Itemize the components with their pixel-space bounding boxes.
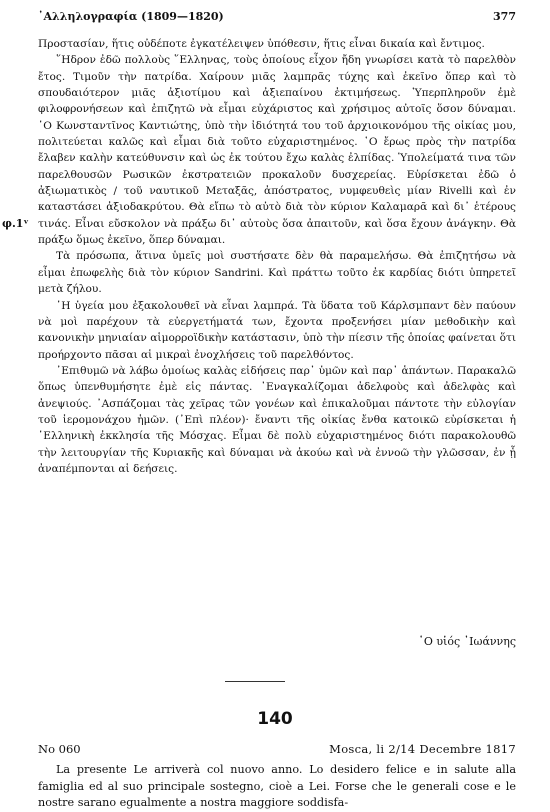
italian-letter-body	[38, 762, 516, 812]
page-number: 377	[493, 10, 516, 23]
letter-signature: ῾Ο υἱός ᾿Ιωάννης	[418, 635, 516, 648]
running-title: ᾿Αλληλογραφία (1809—1820)	[38, 10, 224, 23]
paragraph-5: ᾿Επιθυμῶ νὰ λάβω ὁμοίως καλὰς εἰδήσεις παρ᾿ ὑμῶν καὶ παρ᾿ ἁπάντων. Παρακαλῶ ὅπως ὑπενθυμήσητε ἐμὲ εἰς πάντας. ᾿Εναγκαλίζομαι ἀδελφοὺς καὶ ἀδελφὰς καὶ ἀνεψιούς. ᾿Ασπάζομαι τὰς χεῖρας τῶν γονέων καὶ ἐπικαλοῦμαι πάντοτε τὴν εὐλογίαν τοῦ ἱερομονάχου ἡμῶν. (᾿Επὶ πλέον)· ἔναντι τῆς οἰκίας ἔνθα κατοικῶ εὑρίσκεται ἡ ῾Ελληνικὴ ἐκκλησία τῆς Μόσχας. Εἶμαι δὲ πολὺ εὐχαριστημένος διότι παρακολουθῶ τὴν λειτουργίαν τῆς Κυριακῆς καὶ δύναμαι νὰ ἀκούω καὶ νὰ ἐννοῶ τὴν γλῶσσαν, ἐν ᾗ ἀναπέμπονται αἱ δεήσεις.	[38, 364, 516, 475]
folio-margin-note: φ.1ᵛ	[2, 217, 29, 230]
paragraph-1: Προστασίαν, ἥτις οὐδέποτε ἐγκατέλειψεν ὑπόθεσιν, ἥτις εἶναι δικαία καὶ ἔντιμος.	[38, 38, 485, 50]
paragraph-3: Τὰ πρόσωπα, ἅτινα ὑμεῖς μοὶ συστήσατε δὲν θὰ παραμελήσω. Θὰ ἐπιζητήσω νὰ εἶμαι ἐπωφελὴς διὰ τὸν κύριον Sandrini. Καὶ πράττω τοῦτο ἐκ καρδίας διότι ὑπηρετεῖ μετὰ ζήλου.	[38, 250, 516, 296]
paragraph-2: ῞Ηδρον ἐδῶ πολλοὺς ῞Ελληνας, τοὺς ὁποίους εἶχον ἤδη γνωρίσει κατὰ τὸ παρελθὸν ἔτος. Τιμοῦν τὴν πατρίδα. Χαίρουν μιᾶς λαμπρᾶς τύχης καὶ ἐκεῖνο ὅπερ καὶ τὸ σπουδαιότερον μιᾶς ἀξιοτίμου καὶ ἀξιεπαίνου ἐκτιμήσεως. Ὑπερπληροῦν ἐμὲ φιλοφρονήσεων καὶ ἐπιζητῶ νὰ εἶμαι εὐχάριστος καὶ χρήσιμος αὐτοῖς ὅσον δύναμαι. ῾Ο Κωνσταντῖνος Καντιώτης, ὑπὸ τὴν ἰδιότητά του τοῦ ἀρχιοικονόμου τῆς οἰκίας μου, πολιτεύεται καλῶς καὶ εἶμαι διὰ τοῦτο εὐχαριστημένος. ῾Ο ἔρως πρὸς τὴν πατρίδα ἔλαβεν καλὴν κατεύθυνσιν καὶ ὡς ἐκ τούτου ἔχω καλὰς ἐλπίδας. Ὑπολείματά τινα τῶν παρελθουσῶν Ρωσικῶν ἐκστρατειῶν προκαλοῦν δυσχερείας. Εὑρίσκεται ἐδῶ ὁ ἀξιωματικὸς / τοῦ ναυτικοῦ Μεταξᾶς, ἀπόστρατος, νυμφευθεὶς μίαν Rivelli καὶ ἐν καταστάσει ἀξιοδακρύτου. Θὰ εἴπω τὸ αὐτὸ διὰ τὸν κύριον Καλαμαρᾶ καὶ δι᾿ ἑτέρους τινάς. Εἶναι εὔσκολον νὰ πράξω δι᾿ αὐτοὺς ὅσα ἀπαιτοῦν, καὶ ὅσα ἔχουν ἀνάγκην. Θὰ πράξω ὅμως ἐκεῖνο, ὅπερ δύναμαι.	[38, 54, 516, 247]
letter-meta	[38, 742, 516, 758]
italian-paragraph: La presente Le arriverà col nuovo anno. Lo desidero felice e in salute alla famiglia ed al suo principale sostegno, cioè a Lei. Forse che le generali cose e le nostre sarano egualmente a nostra maggiore soddisfa-	[38, 763, 516, 809]
running-header	[38, 10, 516, 28]
archive-number: No 060	[38, 742, 81, 756]
letter-number: 140	[257, 709, 293, 729]
section-divider	[225, 681, 285, 682]
place-date: Mosca, li 2/14 Decembre 1817	[329, 742, 516, 756]
greek-letter-body	[38, 36, 516, 477]
paragraph-4: ῾Η ὑγεία μου ἐξακολουθεῖ νὰ εἶναι λαμπρά. Τὰ ὕδατα τοῦ Κάρλσμπαντ δὲν παύουν νὰ μοὶ παρέχουν τὰ εὐεργετήματά των, ἔχοντα προξενήσει μίαν μεθοδικὴν καὶ κανονικὴν μηνιαίαν αἱμορροϊδικὴν κατάστασιν, ὑπὸ τὴν πίεσιν τῆς ὁποίας φαίνεται ὅτι προήρχοντο πᾶσαι αἱ μικραὶ ἐνοχλήσεις τοῦ παρελθόντος.	[38, 299, 516, 361]
